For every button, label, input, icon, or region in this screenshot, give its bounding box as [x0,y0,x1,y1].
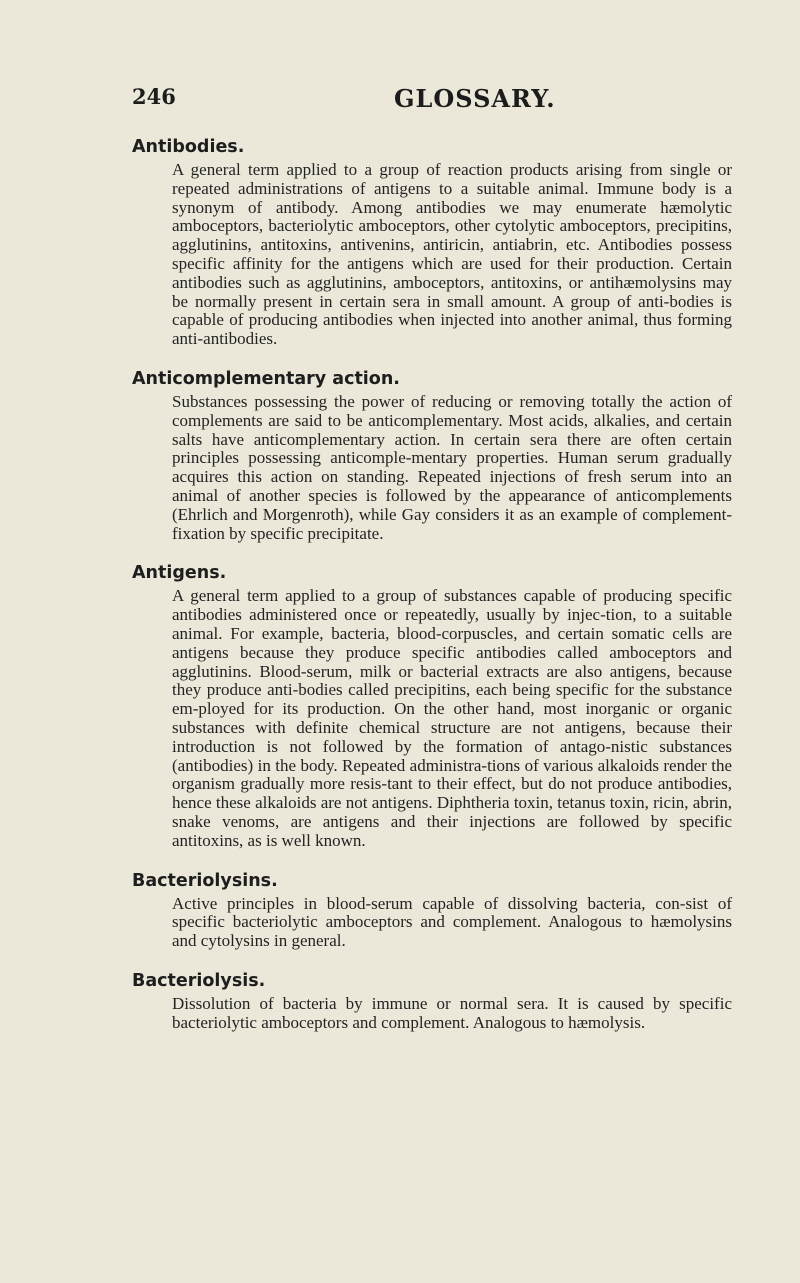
page-number: 246 [132,84,176,109]
glossary-entry [132,869,732,951]
entry-term: Anticomplementary action. [132,368,400,389]
running-head [132,84,732,120]
entry-term: Antibodies. [132,137,245,157]
glossary-entry [132,135,732,349]
glossary-entry [132,367,732,543]
entry-definition: Substances possessing the power of reducing or removing totally the action of complements are said to be anticomplementary. Most acids, alkalies, and certain salts have anticomplementary action. In certain sera there are often certain principles possessing anticomple-mentary properties. Human serum gradually acquires this action on standing. Repeated injections of fresh serum into an animal of another species is followed by the appearance of anticomplements (Ehrlich and Morgenroth), while Gay considers it as an example of complement-fixation by specific precipitate. [172,391,732,543]
glossary-entry [132,969,732,1033]
running-title: GLOSSARY. [394,84,556,113]
entry-definition: Dissolution of bacteria by immune or normal sera. It is caused by specific bacteriolytic amboceptors and complement. Analogous to hæmolysis. [172,993,732,1032]
entry-term: Antigens. [132,563,227,584]
entry-term: Bacteriolysis. [132,970,266,991]
entry-definition: Active principles in blood-serum capable of dissolving bacteria, con-sist of specific bacteriolytic amboceptors and complement. Analogous to hæmolysins and cytolysins in general. [172,893,732,951]
entry-definition: A general term applied to a group of reaction products arising from single or repeated administrations of antigens to a suitable animal. Immune body is a synonym of antibody. Among antibodies we may enumerate hæmolytic amboceptors, bacteriolytic amboceptors, other cytolytic amboceptors, precipitins, agglutinins, antitoxins, antivenins, antiricin, antiabrin, etc. Antibodies possess specific affinity for the antigens which are used for their production. Certain antibodies such as agglutinins, amboceptors, antitoxins, or antihæmolysins may be normally present in certain sera in small amount. A group of anti-bodies is capable of producing antibodies when injected into another animal, thus forming anti-antibodies. [172,160,732,349]
entry-definition: A general term applied to a group of substances capable of producing specific antibodies administered once or repeatedly, usually by injec-tion, to a suitable animal. For example, bacteria, blood-corpuscles, and certain somatic cells are antigens because they produce specific antibodies called amboceptors and agglutinins. Blood-serum, milk or bacterial extracts are also antigens, because they produce anti-bodies called precipitins, each being specific for the substance em-ployed for its production. On the other hand, most inorganic or organic substances with definite chemical structure are not antigens, because their introduction is not followed by the formation of antago-nistic substances (antibodies) in the body. Repeated administra-tions of various alkaloids render the organism gradually more resis-tant to their effect, but do not produce antibodies, hence these alkaloids are not antigens. Diphtheria toxin, tetanus toxin, ricin, abrin, snake venoms, are antigens and their injections are followed by specific antitoxins, as is well known. [172,586,732,850]
glossary-entries [132,135,732,1050]
glossary-entry [132,561,732,850]
entry-term: Bacteriolysins. [132,870,278,891]
